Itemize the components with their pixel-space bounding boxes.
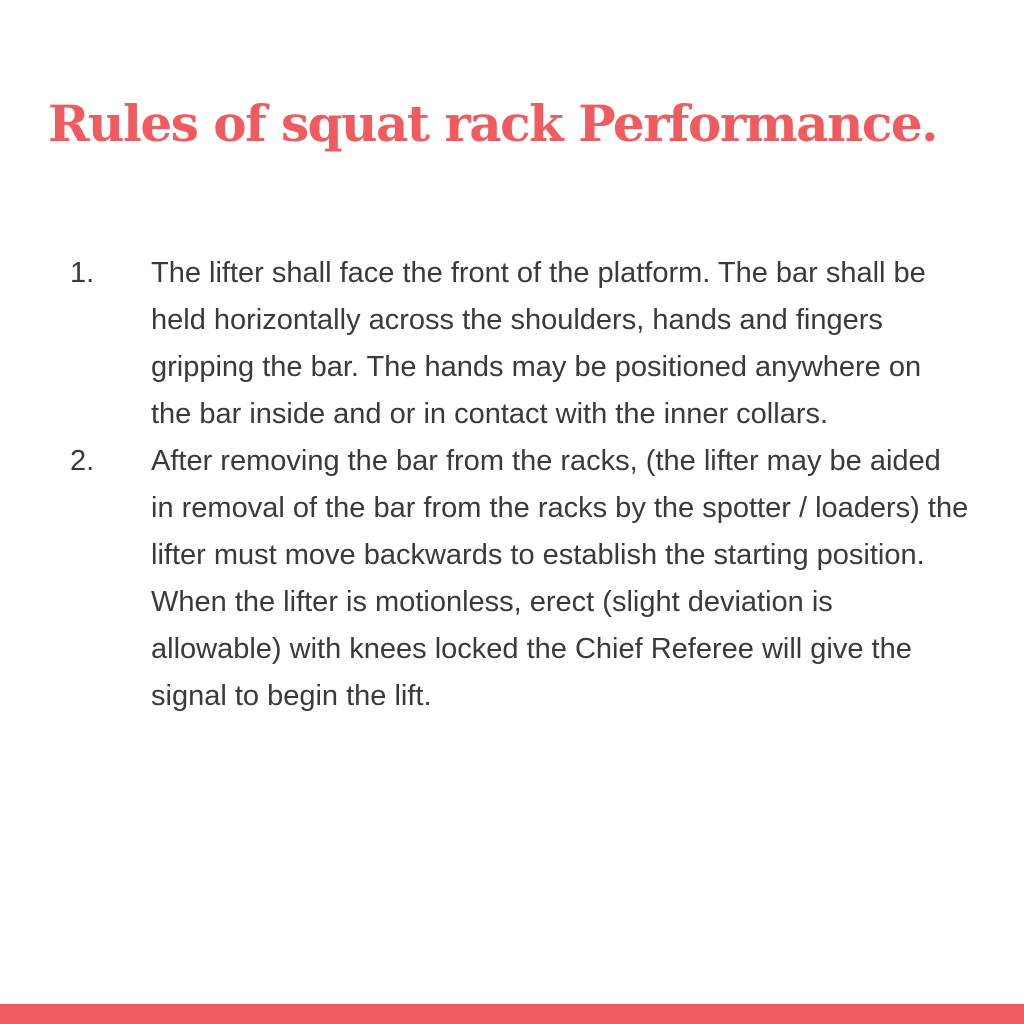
rule-text: The lifter shall face the front of the platform. The bar shall be held horizontally across the shoulders, hands and fingers gripping the bar. The hands may be positioned anywhere on the bar inside and or in contact with the inner collars. [151, 257, 926, 430]
bottom-accent-bar [0, 1004, 1024, 1024]
rule-number: 2. [70, 445, 95, 477]
rule-number: 1. [70, 257, 95, 289]
rule-item [0, 438, 1024, 720]
rule-text: After removing the bar from the racks, (the lifter may be aided in removal of the bar from the racks by the spotter / loaders) the lifter must move backwards to establish the starting position. When the lifter is motionless, erect (slight deviation is allowable) with knees locked the Chief Referee will give the signal to begin the lift. [151, 445, 969, 712]
slide-title: Rules of squat rack Performance. [48, 94, 938, 153]
rule-item [0, 250, 1024, 438]
rules-list [0, 250, 1024, 720]
